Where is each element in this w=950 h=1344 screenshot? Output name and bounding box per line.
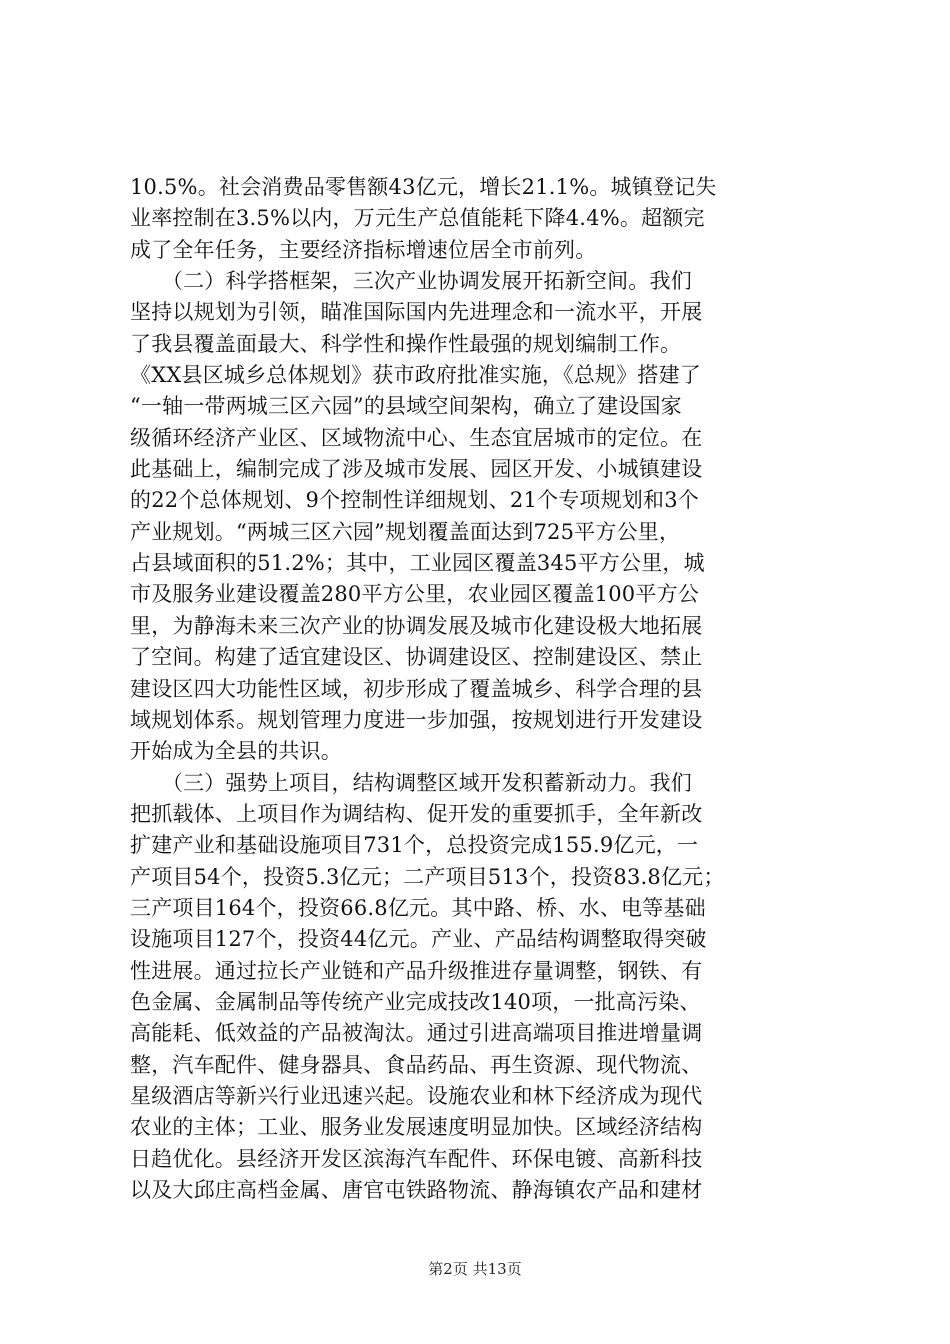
text-line: 坚持以规划为引领，瞄准国际国内先进理念和一流水平，开展 [130, 300, 703, 325]
page-footer: 第2页 共13页 [428, 1260, 522, 1278]
text-line: 性进展。通过拉长产业链和产品升级推进存量调整，钢铁、有 [130, 958, 703, 983]
text-line: 成了全年任务，主要经济指标增速位居全市前列。 [130, 237, 597, 262]
text-line: 高能耗、低效益的产品被淘汰。通过引进高端项目推进增量调 [130, 1021, 703, 1046]
text-line: 色金属、金属制品等传统产业完成技改140项，一批高污染、 [130, 989, 701, 1014]
text-line: 日趋优化。县经济开发区滨海汽车配件、环保电镀、高新科技 [130, 1146, 703, 1171]
text-line: 此基础上，编制完成了涉及城市发展、园区开发、小城镇建设 [130, 457, 703, 482]
text-line: 设施项目127个，投资44亿元。产业、产品结构调整取得突破 [130, 927, 707, 952]
text-line: 建设区四大功能性区域，初步形成了覆盖城乡、科学合理的县 [130, 676, 703, 701]
text-line: 农业的主体；工业、服务业发展速度明显加快。区域经济结构 [130, 1115, 703, 1140]
text-line: 了我县覆盖面最大、科学性和操作性最强的规划编制工作。 [130, 331, 682, 356]
text-line: 域规划体系。规划管理力度进一步加强，按规划进行开发建设 [130, 707, 703, 732]
text-line: 里，为静海未来三次产业的协调发展及城市化建设极大地拓展 [130, 613, 703, 638]
text-line: 业率控制在3.5%以内，万元生产总值能耗下降4.4%。超额完 [130, 206, 705, 231]
text-line: 开始成为全县的共识。 [130, 739, 342, 764]
text-line: 产业规划。“两城三区六园”规划覆盖面达到725平方公里， [130, 519, 681, 544]
text-line: 三产项目164个，投资66.8亿元。其中路、桥、水、电等基础 [130, 895, 706, 920]
text-line: 占县域面积的51.2%；其中，工业园区覆盖345平方公里，城 [130, 551, 705, 576]
text-line: 整，汽车配件、健身器具、食品药品、再生资源、现代物流、 [130, 1052, 703, 1077]
text-line: 星级酒店等新兴行业迅速兴起。设施农业和林下经济成为现代 [130, 1083, 703, 1108]
text-line: 产项目54个，投资5.3亿元；二产项目513个，投资83.8亿元； [130, 864, 725, 889]
text-line: （三）强势上项目，结构调整区域开发积蓄新动力。我们 [130, 770, 692, 795]
text-line: 扩建产业和基础设施项目731个，总投资完成155.9亿元，一 [130, 833, 699, 858]
text-line: 了空间。构建了适宜建设区、协调建设区、控制建设区、禁止 [130, 645, 703, 670]
text-line: 市及服务业建设覆盖280平方公里，农业园区覆盖100平方公 [130, 582, 699, 607]
text-line: 的22个总体规划、9个控制性详细规划、21个专项规划和3个 [130, 488, 699, 513]
text-line: （二）科学搭框架，三次产业协调发展开拓新空间。我们 [130, 269, 692, 294]
text-line: 以及大邱庄高档金属、唐官屯铁路物流、静海镇农产品和建材 [130, 1178, 703, 1202]
text-line: 级循环经济产业区、区域物流中心、生态宜居城市的定位。在 [130, 425, 703, 450]
body-text [130, 172, 830, 1206]
text-line: 把抓载体、上项目作为调结构、促开发的重要抓手，全年新改 [130, 801, 703, 826]
text-line: 10.5%。社会消费品零售额43亿元，增长21.1%。城镇登记失 [130, 175, 717, 199]
text-line: “一轴一带两城三区六园”的县域空间架构，确立了建设国家 [130, 394, 682, 419]
text-line: 《XX县区城乡总体规划》获市政府批准实施，《总规》搭建了 [130, 363, 701, 388]
